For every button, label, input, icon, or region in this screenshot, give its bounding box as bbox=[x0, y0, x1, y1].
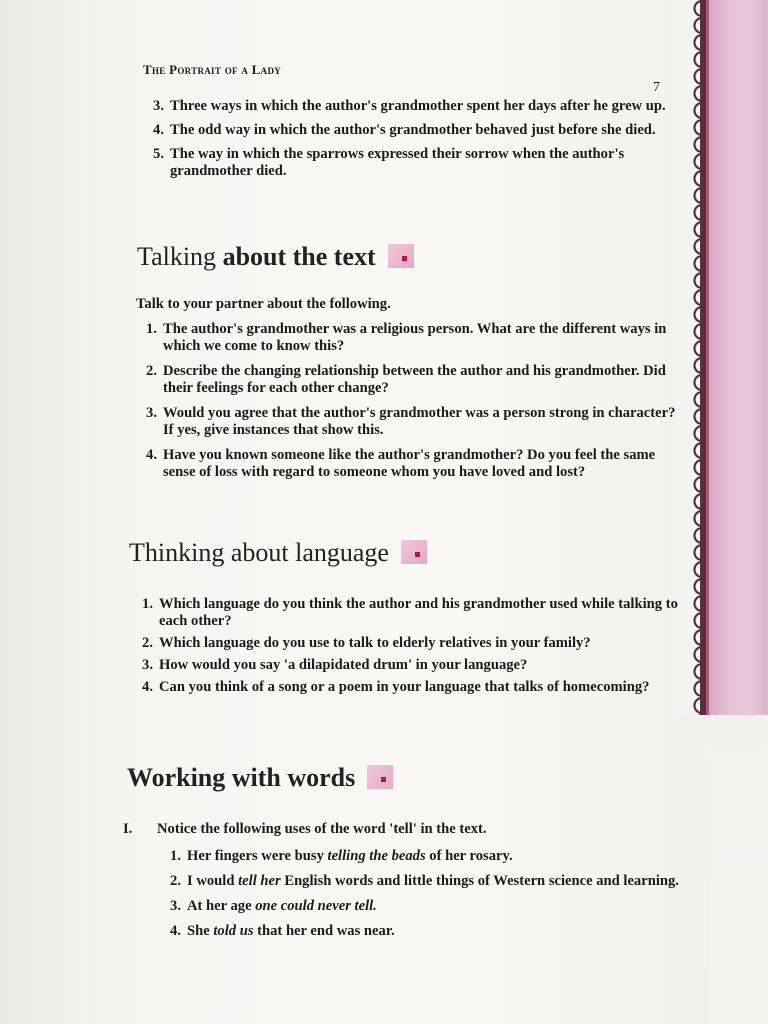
list-item bbox=[146, 321, 689, 355]
item-text: Can you think of a song or a poem in your language that talks of homecoming? bbox=[159, 679, 650, 695]
list-item bbox=[142, 635, 697, 652]
section-title-working bbox=[127, 763, 393, 793]
talking-intro: Talk to your partner about the following. bbox=[136, 296, 391, 312]
item-number: 2. bbox=[146, 363, 157, 379]
item-emphasis: tell her bbox=[238, 873, 281, 889]
intro-text: Notice the following uses of the word 'tell' in the text. bbox=[157, 821, 487, 837]
list-item bbox=[146, 447, 689, 481]
page-edge-decoration bbox=[709, 0, 768, 715]
item-text: At her age bbox=[187, 898, 256, 914]
page-edge-lower bbox=[709, 715, 768, 1024]
item-text: I would bbox=[187, 873, 239, 889]
top-question-list bbox=[153, 98, 672, 180]
roman-numeral: I. bbox=[123, 821, 133, 837]
item-text: The way in which the sparrows expressed their sorrow when the author's grandmother died. bbox=[170, 146, 625, 179]
item-text-end: of her rosary. bbox=[425, 848, 513, 864]
item-number: 3. bbox=[153, 98, 164, 114]
item-number: 4. bbox=[153, 122, 164, 138]
item-emphasis: telling the beads bbox=[327, 848, 426, 864]
item-emphasis: told us bbox=[213, 923, 254, 939]
title-text: Working with words bbox=[127, 763, 356, 792]
title-part-b: about the text bbox=[216, 242, 376, 271]
item-text: How would you say 'a dilapidated drum' in your language? bbox=[159, 657, 528, 673]
border-line-pink bbox=[706, 0, 709, 715]
list-item bbox=[153, 98, 672, 115]
item-text: Would you agree that the author's grandmother was a person strong in character? If yes, give instances that show this. bbox=[163, 405, 676, 438]
thinking-question-list bbox=[142, 596, 697, 696]
list-item bbox=[170, 873, 697, 890]
item-text: The odd way in which the author's grandmother behaved just before she died. bbox=[170, 122, 656, 138]
running-head: The Portrait of a Lady bbox=[143, 62, 282, 77]
item-number: 1. bbox=[142, 596, 153, 612]
item-text: She bbox=[187, 923, 214, 939]
list-item bbox=[153, 122, 672, 139]
item-number: 2. bbox=[142, 635, 153, 651]
item-number: 2. bbox=[170, 873, 181, 889]
title-text: Thinking about language bbox=[129, 538, 389, 567]
list-item bbox=[142, 679, 697, 696]
item-text: Describe the changing relationship between the author and his grandmother. Did their feelings for each other change? bbox=[163, 363, 666, 396]
item-number: 3. bbox=[146, 405, 157, 421]
item-text: Which language do you use to talk to elderly relatives in your family? bbox=[159, 635, 591, 651]
section-title-talking bbox=[137, 242, 414, 272]
page-number: 7 bbox=[653, 80, 660, 95]
item-text: Which language do you think the author and his grandmother used while talking to each other? bbox=[159, 596, 678, 629]
section-title-thinking bbox=[129, 538, 427, 568]
item-number: 5. bbox=[153, 146, 164, 162]
item-text-end: that her end was near. bbox=[253, 923, 395, 939]
item-text: Three ways in which the author's grandmother spent her days after he grew up. bbox=[170, 98, 666, 114]
list-item bbox=[170, 848, 697, 865]
section-marker-icon bbox=[401, 540, 427, 564]
talking-question-list bbox=[146, 321, 689, 481]
item-number: 4. bbox=[142, 679, 153, 695]
item-number: 4. bbox=[146, 447, 157, 463]
title-part-a: Talking bbox=[137, 242, 217, 271]
item-number: 4. bbox=[170, 923, 181, 939]
section-marker-icon bbox=[367, 765, 393, 789]
list-item bbox=[153, 146, 672, 180]
item-number: 3. bbox=[170, 898, 181, 914]
list-item bbox=[146, 363, 689, 397]
item-text: Her fingers were busy bbox=[187, 848, 328, 864]
item-text-end: English words and little things of Western science and learning. bbox=[280, 873, 679, 889]
item-text: The author's grandmother was a religious person. What are the different ways in which we come to know this? bbox=[163, 321, 667, 354]
list-item bbox=[170, 898, 697, 915]
item-number: 1. bbox=[146, 321, 157, 337]
item-number: 1. bbox=[170, 848, 181, 864]
list-item bbox=[170, 923, 697, 940]
item-number: 3. bbox=[142, 657, 153, 673]
working-intro bbox=[123, 821, 677, 838]
item-emphasis: one could never tell. bbox=[255, 898, 377, 914]
list-item bbox=[142, 657, 697, 674]
list-item bbox=[142, 596, 697, 630]
section-marker-icon bbox=[388, 244, 414, 268]
item-text: Have you known someone like the author's grandmother? Do you feel the same sense of loss with regard to someone whom you have loved and lost? bbox=[163, 447, 656, 480]
list-item bbox=[146, 405, 689, 439]
working-example-list bbox=[170, 848, 697, 940]
